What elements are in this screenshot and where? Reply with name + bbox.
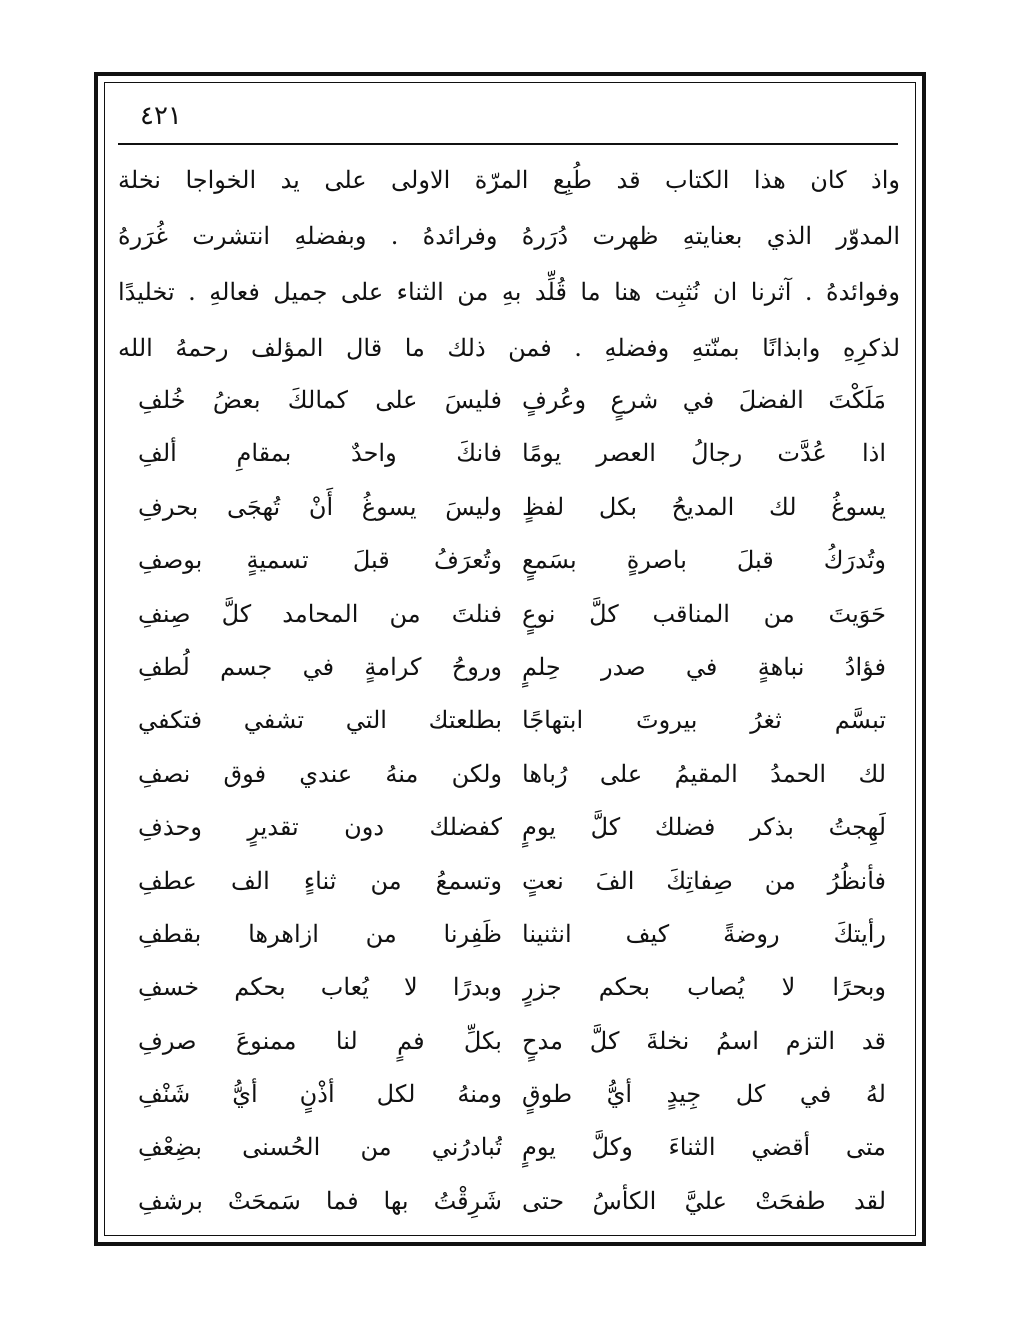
- verse: [118, 908, 900, 961]
- verse-second-hemistich: تُبادرُني من الحُسنى بضِعْفِ: [138, 1133, 502, 1162]
- verse-second-hemistich: فنلتَ من المحامد كلَّ صِنفِ: [138, 599, 502, 628]
- verse: [118, 374, 900, 427]
- verse: [118, 1068, 900, 1121]
- verse: [118, 481, 900, 534]
- verse: [118, 534, 900, 587]
- verse-first-hemistich: حَوَيتَ من المناقب كلَّ نوعٍ: [522, 599, 886, 628]
- verse: [118, 588, 900, 641]
- poem: [118, 374, 900, 1228]
- verse: [118, 961, 900, 1014]
- verse-first-hemistich: فأنظُرُ من صِفاتِكَ الفَ نعتٍ: [522, 866, 886, 895]
- verse: [118, 694, 900, 747]
- verse-second-hemistich: وتسمعُ من ثناءٍ الف عطفِ: [138, 866, 502, 895]
- verse: [118, 641, 900, 694]
- verse-second-hemistich: وليسَ يسوغُ أَنْ تُهجَى بحرفِ: [138, 492, 502, 521]
- verse-first-hemistich: رأيتكَ روضةً كيف انثنينا: [522, 919, 886, 948]
- prose-line: واذ كان هذا الكتاب قد طُبِع المرّة الاولى على يد الخواجا نخلة: [118, 166, 900, 194]
- verse-first-hemistich: تبسَّم ثغرُ بيروتَ ابتهاجًا: [522, 706, 886, 735]
- verse-first-hemistich: لقد طفحَتْ عليَّ الكأسُ حتى: [522, 1186, 886, 1215]
- verse-second-hemistich: كفضلك دون تقديرٍ وحذفِ: [138, 813, 502, 842]
- verse-first-hemistich: فؤادُ نباهةٍ في صدر حِلمٍ: [522, 652, 886, 681]
- verse-first-hemistich: اذا عُدَّت رجالُ العصر يومًا: [522, 439, 886, 468]
- verse-first-hemistich: لهُ في كل جِيدٍ أيُّ طوقٍ: [522, 1080, 886, 1109]
- verse-second-hemistich: وبدرًا لا يُعاب بحكم خسفِ: [138, 973, 502, 1002]
- verse-first-hemistich: لك الحمدُ المقيمُ على رُباها: [522, 759, 886, 788]
- verse: [118, 427, 900, 480]
- verse-second-hemistich: بطلعتك التي تشفي فتكفي: [138, 706, 502, 735]
- verse-second-hemistich: ومنهُ لكل أذْنٍ أيُّ شَنْفِ: [138, 1080, 502, 1109]
- verse-second-hemistich: بكلِّ فمٍ لنا ممنوعَ صرفِ: [138, 1026, 502, 1055]
- verse-second-hemistich: شَرِقْتُ بها فما سَمحَتْ برشفِ: [138, 1186, 502, 1215]
- verse-first-hemistich: قد التزم اسمُ نخلةَ كلَّ مدحٍ: [522, 1026, 886, 1055]
- verse: [118, 748, 900, 801]
- verse: [118, 1121, 900, 1174]
- verse-second-hemistich: فانكَ واحدٌ بمقامِ ألفِ: [138, 439, 502, 468]
- verse-second-hemistich: ولكن منهُ عندي فوق نصفِ: [138, 759, 502, 788]
- verse-first-hemistich: متى أقضي الثناءَ وكلَّ يومٍ: [522, 1133, 886, 1162]
- verse-first-hemistich: لَهِجتُ بذكر فضلك كلَّ يومٍ: [522, 813, 886, 842]
- prose-paragraph: [118, 152, 900, 376]
- verse-first-hemistich: يسوغُ لك المديحُ بكل لفظٍ: [522, 492, 886, 521]
- verse-second-hemistich: وتُعرَفُ قبلَ تسميةٍ بوصفِ: [138, 546, 502, 575]
- verse: [118, 1015, 900, 1068]
- verse-first-hemistich: وتُدرَكُ قبلَ باصرةٍ بسَمعٍ: [522, 546, 886, 575]
- page-number: ٤٢١: [140, 101, 182, 131]
- prose-line: وفوائدهُ . آثرنا ان نُثبِت هنا ما قُلِّد بهِ من الثناء على جميل فعالهِ . تخليدًا: [118, 278, 900, 306]
- verse-second-hemistich: فليسَ على كمالكَ بعضُ خُلفِ: [138, 386, 502, 414]
- verse: [118, 855, 900, 908]
- verse-second-hemistich: وروحُ كرامةٍ في جسم لُطفِ: [138, 652, 502, 681]
- verse-second-hemistich: ظَفِرنا من ازاهرها بقطفِ: [138, 919, 502, 948]
- verse: [118, 1175, 900, 1228]
- verse: [118, 801, 900, 854]
- prose-line: المدوّر الذي بعنايتهِ ظهرت دُرَرهُ وفرائدهُ . وبفضلهِ انتشرت غُرَرهُ: [118, 222, 900, 250]
- verse-first-hemistich: وبحرًا لا يُصاب بحكم جزرٍ: [522, 973, 886, 1002]
- prose-line: لذكرِهِ وابذانًا بمنّتهِ وفضلهِ . فمن ذلك ما قال المؤلف رحمهُ الله: [118, 334, 900, 362]
- header-rule: [118, 143, 898, 145]
- verse-first-hemistich: مَلَكْتَ الفضلَ في شرعٍ وعُرفٍ: [522, 386, 886, 414]
